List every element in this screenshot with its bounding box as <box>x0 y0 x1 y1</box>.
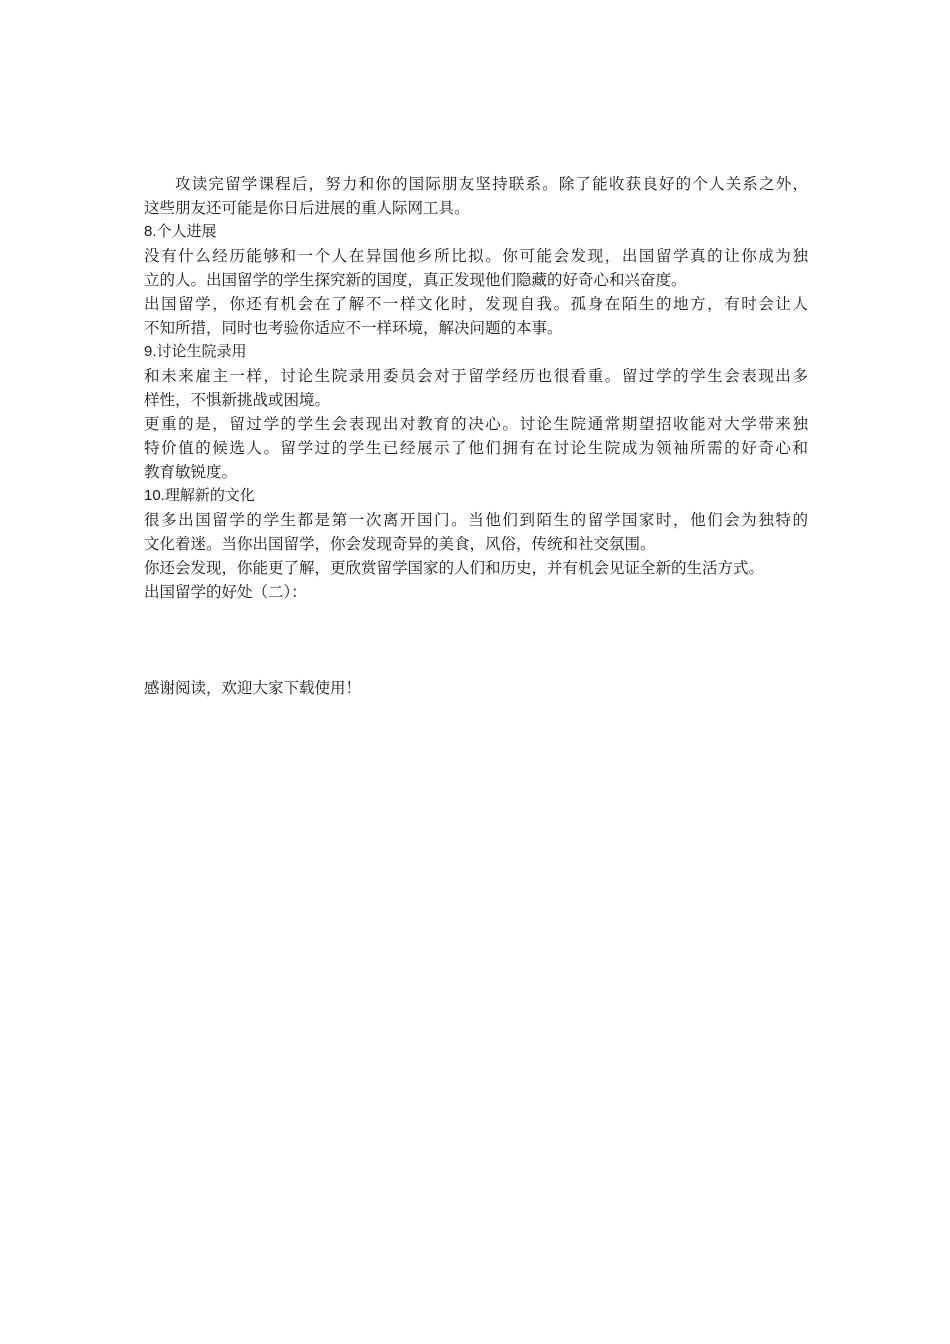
paragraph-9b-line-2: 特价值的候选人。留学过的学生已经展示了他们拥有在讨论生院成为领袖所需的好奇心和 <box>144 439 808 457</box>
paragraph-10a-line-1: 很多出国留学的学生都是第一次离开国门。当他们到陌生的留学国家时，他们会为独特的 <box>144 511 808 529</box>
paragraph-9a-line-2: 样性，不惧新挑战或困境。 <box>144 391 331 409</box>
section-title: 出国留学的好处（二）： <box>144 583 307 601</box>
paragraph-8b-line-2: 不知所措，同时也考验你适应不一样环境，解决问题的本事。 <box>144 319 563 337</box>
paragraph-9b-line-1: 更重的是，留过学的学生会表现出对教育的决心。讨论生院通常期望招收能对大学带来独 <box>144 415 808 433</box>
closing-note: 感谢阅读，欢迎大家下载使用！ <box>144 679 362 697</box>
paragraph-8b-line-1: 出国留学，你还有机会在了解不一样文化时，发现自我。孤身在陌生的地方，有时会让人 <box>144 295 808 313</box>
paragraph-9a-line-1: 和未来雇主一样，讨论生院录用委员会对于留学经历也很看重。留过学的学生会表现出多 <box>144 367 808 385</box>
spacer <box>144 604 808 676</box>
document-body <box>144 172 808 700</box>
paragraph-intro-line-1: 攻读完留学课程后，努力和你的国际朋友坚持联系。除了能收获良好的个人关系之外， <box>175 175 808 193</box>
section-heading-10: 10.理解新的文化 <box>144 487 255 504</box>
paragraph-10b-line-1: 你还会发现，你能更了解，更欣赏留学国家的人们和历史，并有机会见证全新的生活方式。 <box>144 559 765 577</box>
paragraph-8a-line-2: 立的人。出国留学的学生探究新的国度，真正发现他们隐藏的好奇心和兴奋度。 <box>144 271 687 289</box>
paragraph-8a-line-1: 没有什么经历能够和一个人在异国他乡所比拟。你可能会发现，出国留学真的让你成为独 <box>144 247 808 265</box>
paragraph-9b-line-3: 教育敏锐度。 <box>144 463 238 481</box>
paragraph-intro-line-2: 这些朋友还可能是你日后进展的重人际网工具。 <box>144 199 470 217</box>
section-heading-9: 9.讨论生院录用 <box>144 343 247 360</box>
paragraph-10a-line-2: 文化着迷。当你出国留学，你会发现奇异的美食，风俗，传统和社交氛围。 <box>144 535 656 553</box>
section-heading-8: 8.个人进展 <box>144 223 217 240</box>
